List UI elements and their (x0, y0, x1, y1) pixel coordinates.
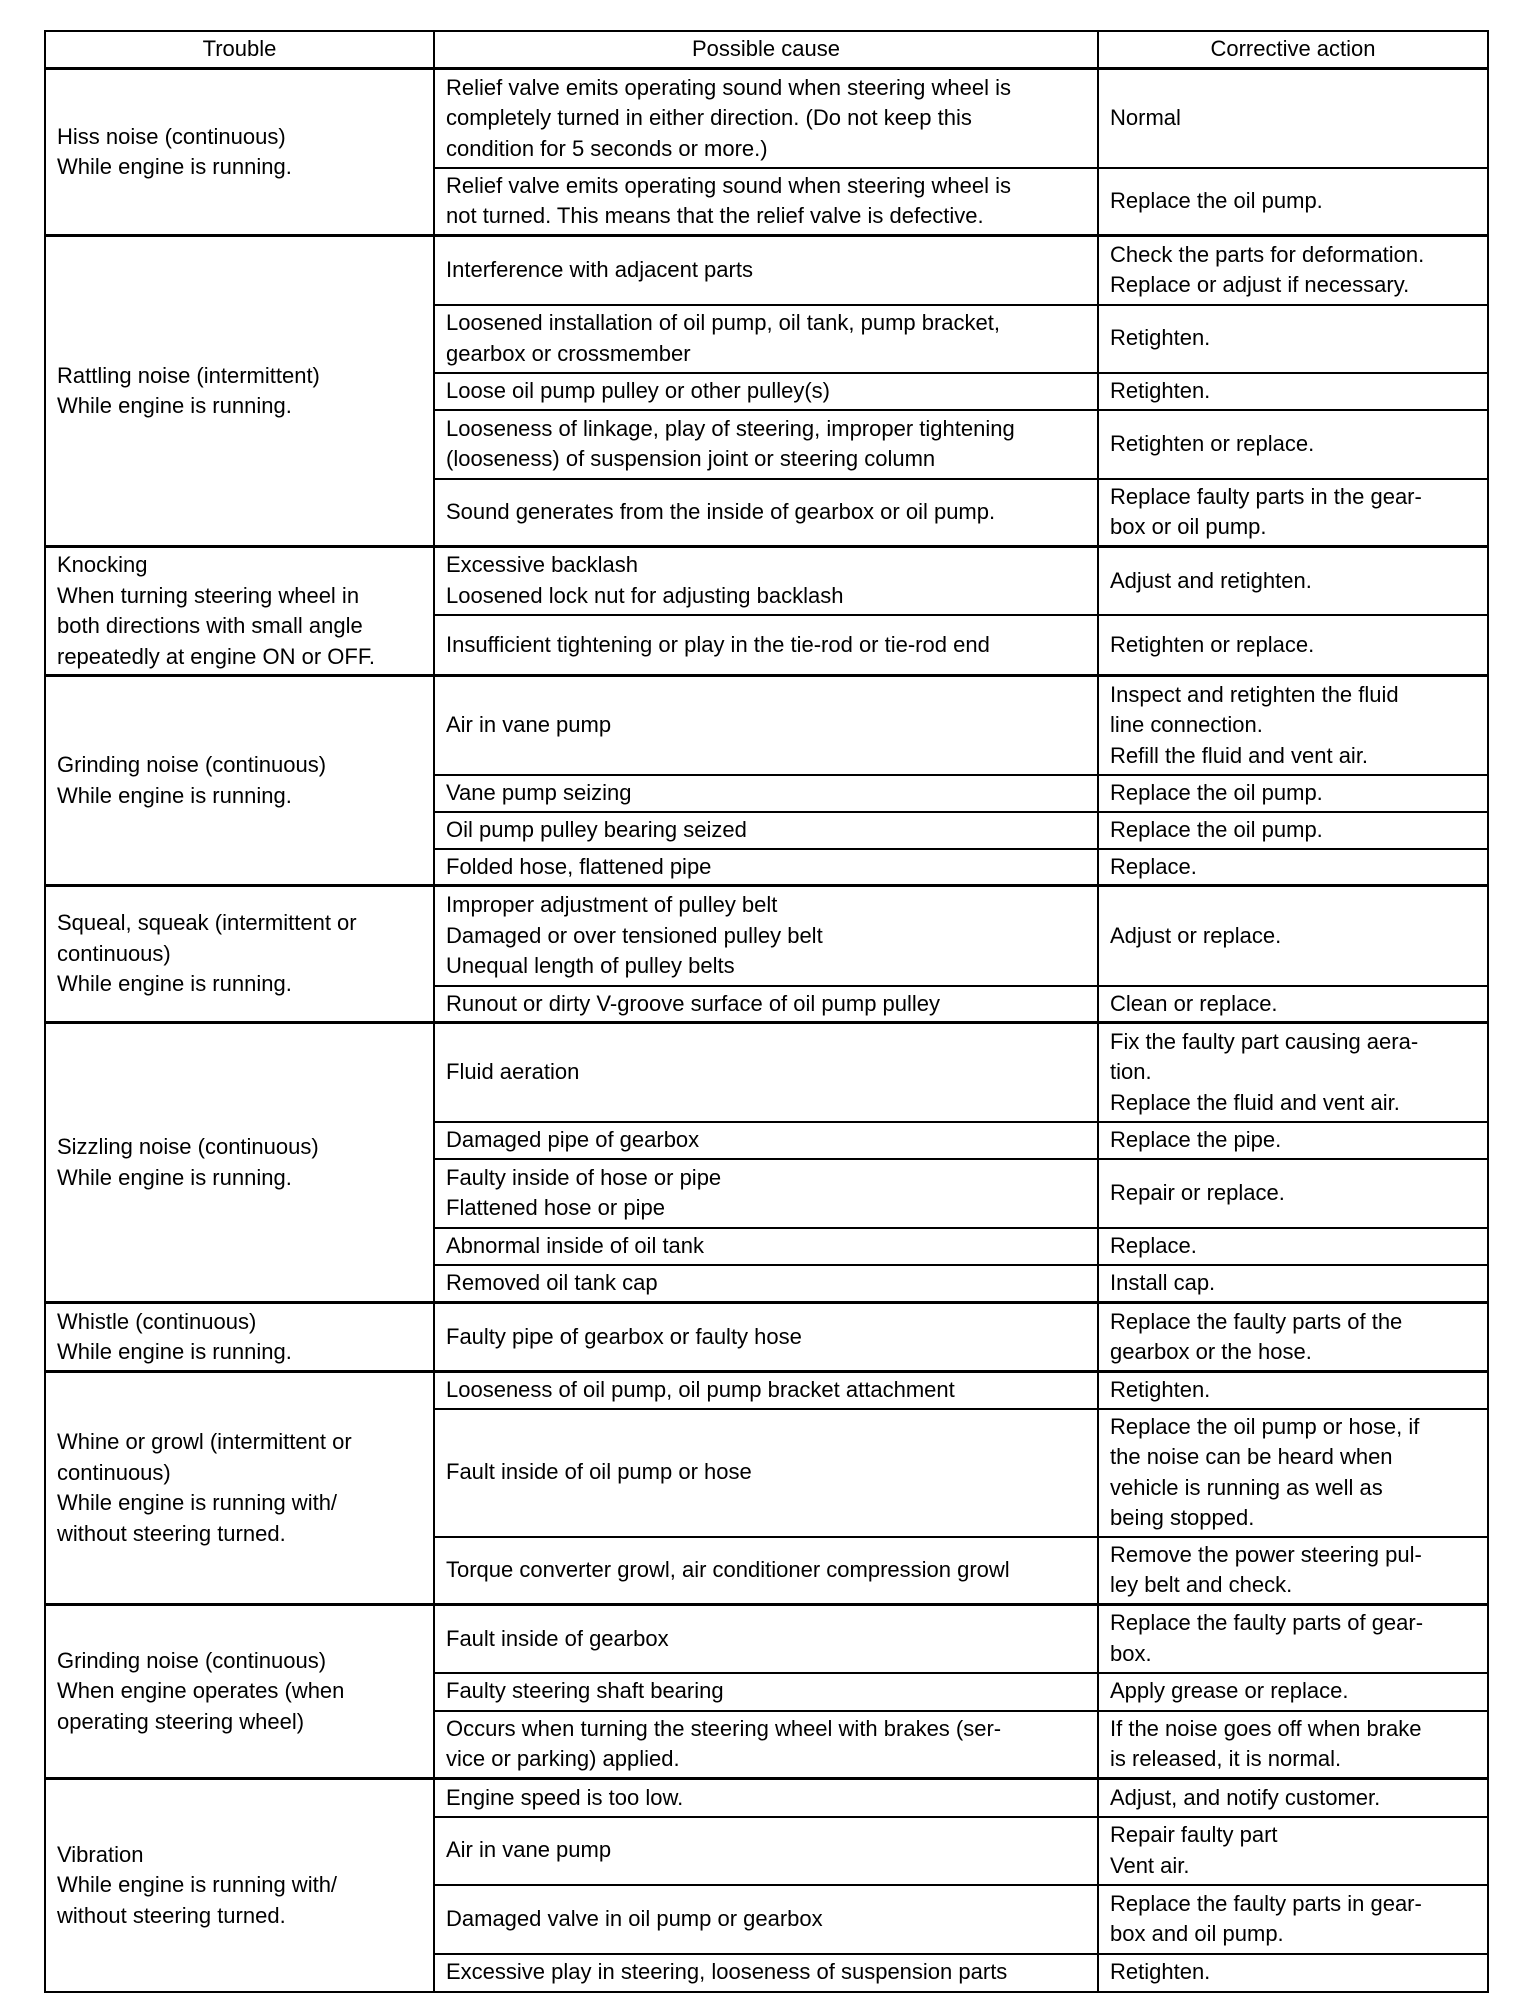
table-row (45, 1372, 1488, 1409)
cause-cell: Vane pump seizing (434, 775, 1098, 812)
trouble-cell: Rattling noise (intermittent) While engine is running. (45, 236, 434, 547)
action-cell: Retighten or replace. (1098, 615, 1488, 676)
cause-cell: Runout or dirty V-groove surface of oil pump pulley (434, 986, 1098, 1023)
cause-cell: Loosened installation of oil pump, oil tank, pump bracket, gearbox or crossmember (434, 305, 1098, 373)
table-row (45, 886, 1488, 986)
cause-cell: Fault inside of gearbox (434, 1605, 1098, 1673)
action-cell: Replace the oil pump or hose, if the noise can be heard when vehicle is running as well as being stopped. (1098, 1409, 1488, 1537)
cause-cell: Faulty steering shaft bearing (434, 1673, 1098, 1711)
trouble-cell: Grinding noise (continuous) While engine is running. (45, 676, 434, 886)
trouble-cell: Grinding noise (continuous) When engine operates (when operating steering wheel) (45, 1605, 434, 1779)
cause-cell: Damaged pipe of gearbox (434, 1122, 1098, 1159)
action-cell: Repair or replace. (1098, 1159, 1488, 1228)
trouble-cell: Sizzling noise (continuous) While engine is running. (45, 1023, 434, 1303)
action-cell: Retighten. (1098, 1954, 1488, 1992)
action-cell: Check the parts for deformation. Replace or adjust if necessary. (1098, 236, 1488, 305)
action-cell: Replace faulty parts in the gear- box or oil pump. (1098, 479, 1488, 547)
action-cell: Replace. (1098, 849, 1488, 886)
action-cell: Retighten. (1098, 305, 1488, 373)
cause-cell: Oil pump pulley bearing seized (434, 812, 1098, 849)
header-row (45, 31, 1488, 69)
cause-cell: Fluid aeration (434, 1023, 1098, 1122)
cause-cell: Excessive backlash Loosened lock nut for adjusting backlash (434, 547, 1098, 615)
action-cell: Repair faulty part Vent air. (1098, 1817, 1488, 1885)
action-cell: Retighten. (1098, 373, 1488, 410)
header-trouble: Trouble (45, 31, 434, 69)
table-row (45, 1023, 1488, 1122)
troubleshooting-table (44, 30, 1489, 1993)
action-cell: Adjust, and notify customer. (1098, 1779, 1488, 1817)
cause-cell: Engine speed is too low. (434, 1779, 1098, 1817)
action-cell: Replace. (1098, 1228, 1488, 1265)
cause-cell: Torque converter growl, air conditioner compression growl (434, 1537, 1098, 1605)
cause-cell: Insufficient tightening or play in the tie-rod or tie-rod end (434, 615, 1098, 676)
action-cell: Fix the faulty part causing aera- tion. Replace the fluid and vent air. (1098, 1023, 1488, 1122)
table-row (45, 236, 1488, 305)
action-cell: Adjust or replace. (1098, 886, 1488, 986)
trouble-cell: Vibration While engine is running with/ without steering turned. (45, 1779, 434, 1992)
action-cell: Clean or replace. (1098, 986, 1488, 1023)
action-cell: Adjust and retighten. (1098, 547, 1488, 615)
action-cell: Inspect and retighten the fluid line connection. Refill the fluid and vent air. (1098, 676, 1488, 775)
action-cell: If the noise goes off when brake is released, it is normal. (1098, 1711, 1488, 1779)
cause-cell: Sound generates from the inside of gearbox or oil pump. (434, 479, 1098, 547)
cause-cell: Damaged valve in oil pump or gearbox (434, 1885, 1098, 1954)
header-corrective-action: Corrective action (1098, 31, 1488, 69)
action-cell: Apply grease or replace. (1098, 1673, 1488, 1711)
cause-cell: Relief valve emits operating sound when steering wheel is not turned. This means that the relief valve is defective. (434, 168, 1098, 236)
table-row (45, 1303, 1488, 1372)
action-cell: Replace the faulty parts of gear- box. (1098, 1605, 1488, 1673)
action-cell: Replace the oil pump. (1098, 168, 1488, 236)
trouble-cell: Squeal, squeak (intermittent or continuous) While engine is running. (45, 886, 434, 1023)
action-cell: Replace the pipe. (1098, 1122, 1488, 1159)
cause-cell: Occurs when turning the steering wheel with brakes (ser- vice or parking) applied. (434, 1711, 1098, 1779)
cause-cell: Removed oil tank cap (434, 1265, 1098, 1303)
cause-cell: Air in vane pump (434, 1817, 1098, 1885)
cause-cell: Improper adjustment of pulley belt Damaged or over tensioned pulley belt Unequal length of pulley belts (434, 886, 1098, 986)
cause-cell: Relief valve emits operating sound when steering wheel is completely turned in either direction. (Do not keep this condition for 5 seconds or more.) (434, 69, 1098, 168)
cause-cell: Abnormal inside of oil tank (434, 1228, 1098, 1265)
table-row (45, 1779, 1488, 1817)
cause-cell: Loose oil pump pulley or other pulley(s) (434, 373, 1098, 410)
cause-cell: Looseness of linkage, play of steering, improper tightening (looseness) of suspension joint or steering column (434, 410, 1098, 479)
action-cell: Retighten. (1098, 1372, 1488, 1409)
cause-cell: Faulty inside of hose or pipe Flattened hose or pipe (434, 1159, 1098, 1228)
action-cell: Retighten or replace. (1098, 410, 1488, 479)
trouble-cell: Whistle (continuous) While engine is running. (45, 1303, 434, 1372)
cause-cell: Fault inside of oil pump or hose (434, 1409, 1098, 1537)
table-row (45, 547, 1488, 615)
header-possible-cause: Possible cause (434, 31, 1098, 69)
table-row (45, 69, 1488, 168)
cause-cell: Excessive play in steering, looseness of suspension parts (434, 1954, 1098, 1992)
action-cell: Install cap. (1098, 1265, 1488, 1303)
trouble-cell: Hiss noise (continuous) While engine is running. (45, 69, 434, 236)
table-row (45, 676, 1488, 775)
cause-cell: Faulty pipe of gearbox or faulty hose (434, 1303, 1098, 1372)
action-cell: Remove the power steering pul- ley belt and check. (1098, 1537, 1488, 1605)
cause-cell: Looseness of oil pump, oil pump bracket attachment (434, 1372, 1098, 1409)
action-cell: Replace the oil pump. (1098, 812, 1488, 849)
cause-cell: Interference with adjacent parts (434, 236, 1098, 305)
action-cell: Normal (1098, 69, 1488, 168)
cause-cell: Folded hose, flattened pipe (434, 849, 1098, 886)
table-row (45, 1605, 1488, 1673)
cause-cell: Air in vane pump (434, 676, 1098, 775)
action-cell: Replace the faulty parts in gear- box and oil pump. (1098, 1885, 1488, 1954)
action-cell: Replace the oil pump. (1098, 775, 1488, 812)
action-cell: Replace the faulty parts of the gearbox or the hose. (1098, 1303, 1488, 1372)
trouble-cell: Whine or growl (intermittent or continuous) While engine is running with/ without steering turned. (45, 1372, 434, 1605)
trouble-cell: Knocking When turning steering wheel in both directions with small angle repeatedly at engine ON or OFF. (45, 547, 434, 676)
